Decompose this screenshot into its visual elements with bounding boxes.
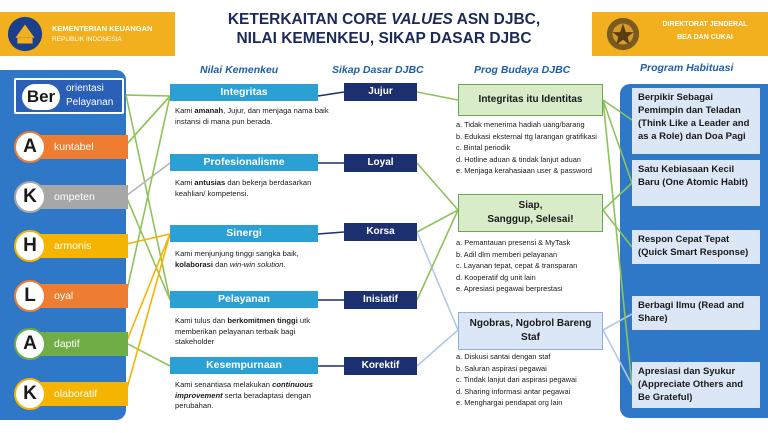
list-item: a. Tidak menerima hadiah uang/barang [456, 120, 585, 129]
connector-line [318, 92, 344, 96]
connector-line [318, 232, 344, 234]
prog-ngobras-list [456, 351, 616, 409]
desc-text: Kami [175, 106, 195, 115]
list-item: d. Hotline aduan & tindak lanjut aduan [456, 154, 581, 164]
list-item: e. Menjaga kerahasiaan user & password [456, 166, 592, 176]
habituasi-atomic-habit: Satu Kebiasaan Kecil Baru (One Atomic Habit) [632, 160, 760, 206]
title-prefix: KETERKAITAN CORE [227, 11, 392, 28]
desc-text: serta beradaptasi dengan perubahan. [175, 390, 311, 410]
desc-text: dan [212, 259, 230, 269]
connector-line [126, 96, 170, 295]
djbc-brand [592, 12, 768, 56]
prog-title-line2: Staf [521, 332, 540, 343]
sikap-inisiatif: Inisiatif [344, 291, 417, 309]
desc-text: Kami tulus dan [175, 316, 228, 325]
habituasi-berpikir-pemimpin: Berpikir Sebagai Pemimpin dan Teladan (Think Like a Leader and as a Role) dan Doa Pagi [632, 88, 760, 154]
berakhlak-harmonis [0, 232, 126, 258]
desc-bold: continuous improvement [175, 380, 314, 400]
berakhlak-letter: K [14, 181, 46, 213]
habituasi-apresiasi-syukur: Apresiasi dan Syukur (Appreciate Others and Be Grateful) [632, 362, 760, 408]
connector-line [417, 210, 458, 232]
connector-line [417, 210, 458, 300]
connector-line [126, 234, 170, 244]
list-item: c. Layanan tepat, cepat & transparan [456, 261, 578, 271]
desc-text: Kami senantiasa melakukan [175, 380, 273, 389]
desc-text: dan bekerja berdasarkan keahlian/ kompetensi. [175, 178, 312, 198]
berakhlak-loyal [0, 282, 126, 308]
desc-italic: win-win solution. [229, 259, 286, 269]
list-item: a. Diskusi santai dengan staf [456, 352, 551, 361]
nilai-column-header: Nilai Kemenkeu [200, 64, 279, 76]
berakhlak-adaptif [0, 330, 126, 356]
habituasi-column-header: Program Habituasi [640, 62, 734, 74]
list-item: e. Menghargai pendapat org lain [456, 398, 563, 408]
berakhlak-letter: A [14, 131, 46, 163]
berakhlak-label: daptif [28, 332, 128, 356]
berakhlak-letter: H [14, 230, 46, 262]
desc-text: , Jujur, dan menjaga nama baik instansi di mana pun berada. [175, 106, 329, 126]
desc-bold: kolaborasi [175, 259, 213, 269]
header [0, 0, 768, 60]
prog-title-line1: Siap, [518, 200, 543, 211]
nilai-pelayanan-desc [175, 316, 330, 348]
nilai-kesempurnaan-desc [175, 380, 330, 412]
desc-text: utk memberikan pelayanan terbaik bagi stakeholder [175, 316, 311, 346]
berakhlak-label-line2: Pelayanan [66, 97, 114, 108]
berakhlak-label: armonis [28, 234, 128, 258]
connector-line [126, 343, 170, 366]
desc-bold: amanah [194, 106, 224, 115]
berakhlak-label [66, 82, 113, 110]
connector-line [417, 163, 458, 210]
right-brand-line2: BEA DAN CUKAI [677, 34, 733, 41]
prog-integritas-itu-identitas: Integritas itu Identitas [458, 84, 603, 116]
connector-line [126, 96, 170, 145]
left-brand-line2: REPUBLIK INDONESIA [52, 36, 122, 43]
page-title [178, 10, 590, 48]
berakhlak-label: oyal [28, 284, 128, 308]
prog-integritas-list [456, 119, 616, 177]
nilai-integritas-desc [175, 106, 330, 127]
connector-line [126, 234, 170, 343]
djbc-emblem-icon [604, 14, 642, 54]
kemenkeu-logo-icon [6, 15, 44, 53]
nilai-profesionalisme-desc [175, 178, 330, 199]
habituasi-berbagi-ilmu: Berbagi Ilmu (Read and Share) [632, 296, 760, 330]
list-item: d. Sharing informasi antar pegawai [456, 386, 571, 396]
berakhlak-kolaboratif [0, 380, 126, 406]
connector-line [126, 163, 170, 196]
connector-line [126, 96, 170, 145]
kemenkeu-brand [0, 12, 175, 56]
nilai-integritas: Integritas [170, 84, 318, 101]
connector-line [126, 95, 170, 300]
nilai-kesempurnaan: Kesempurnaan [170, 357, 318, 374]
berakhlak-label-line1: orientasi [66, 83, 104, 94]
sikap-column-header: Sikap Dasar DJBC [332, 64, 424, 76]
list-item: d. Kooperatif dg unit lain [456, 272, 536, 282]
sikap-jujur: Jujur [344, 83, 417, 101]
connector-line [126, 196, 170, 300]
berakhlak-letter: A [14, 328, 46, 360]
nilai-pelayanan: Pelayanan [170, 291, 318, 308]
list-item: b. Saluran aspirasi pegawai [456, 363, 547, 373]
list-item: b. Adil dlm memberi pelayanan [456, 249, 558, 259]
connector-line [417, 232, 458, 330]
title-line2: NILAI KEMENKEU, SIKAP DASAR DJBC [236, 30, 532, 47]
habituasi-respon-cepat: Respon Cepat Tepat (Quick Smart Response) [632, 230, 760, 264]
desc-bold: berkomitmen tinggi [227, 316, 298, 325]
connector-line [126, 95, 170, 96]
list-item: c. Tindak lanjut dari aspirasi pegawai [456, 375, 577, 385]
nilai-sinergi: Sinergi [170, 225, 318, 242]
nilai-sinergi-desc [175, 249, 330, 270]
list-item: e. Apresiasi pegawai berprestasi [456, 284, 563, 294]
connector-line [126, 234, 170, 392]
desc-text: Kami [175, 178, 195, 187]
berakhlak-kompeten [0, 183, 126, 209]
list-item: b. Edukasi eksternal ttg larangan gratifikasi [456, 131, 597, 141]
connector-line [417, 330, 458, 366]
prog-siap-sanggup-selesai [458, 194, 603, 232]
right-brand-line1: DIREKTORAT JENDERAL [662, 21, 748, 28]
prog-column-header: Prog Budaya DJBC [474, 64, 571, 76]
list-item: c. Bintal periodik [456, 143, 511, 153]
prog-siap-list [456, 237, 616, 295]
berakhlak-label: kuntabel [28, 135, 128, 159]
connector-line [417, 92, 458, 100]
left-brand-line1: KEMENTERIAN KEUANGAN [52, 24, 153, 33]
desc-bold: antusias [194, 178, 226, 187]
prog-title-line1: Ngobras, Ngobrol Bareng [469, 318, 592, 329]
berakhlak-letter: L [14, 280, 46, 312]
title-suffix: ASN DJBC, [452, 11, 541, 28]
berakhlak-letter: Ber [22, 84, 60, 110]
nilai-profesionalisme: Profesionalisme [170, 154, 318, 171]
title-italic: VALUES [391, 11, 453, 28]
list-item: a. Pemantauan presensi & MyTask [456, 238, 571, 247]
berakhlak-akuntabel [0, 133, 126, 159]
berakhlak-label: olaboratif [28, 382, 128, 406]
sikap-korektif: Korektif [344, 357, 417, 375]
prog-ngobras [458, 312, 603, 350]
prog-title-line2: Sanggup, Selesai! [487, 214, 574, 225]
berakhlak-label: ompeten [28, 185, 128, 209]
sikap-korsa: Korsa [344, 223, 417, 241]
sikap-loyal: Loyal [344, 154, 417, 172]
berakhlak-letter: K [14, 378, 46, 410]
berakhlak-berorientasi [14, 78, 124, 114]
desc-text: Kami menjunjung tinggi sangka baik, [175, 249, 299, 258]
